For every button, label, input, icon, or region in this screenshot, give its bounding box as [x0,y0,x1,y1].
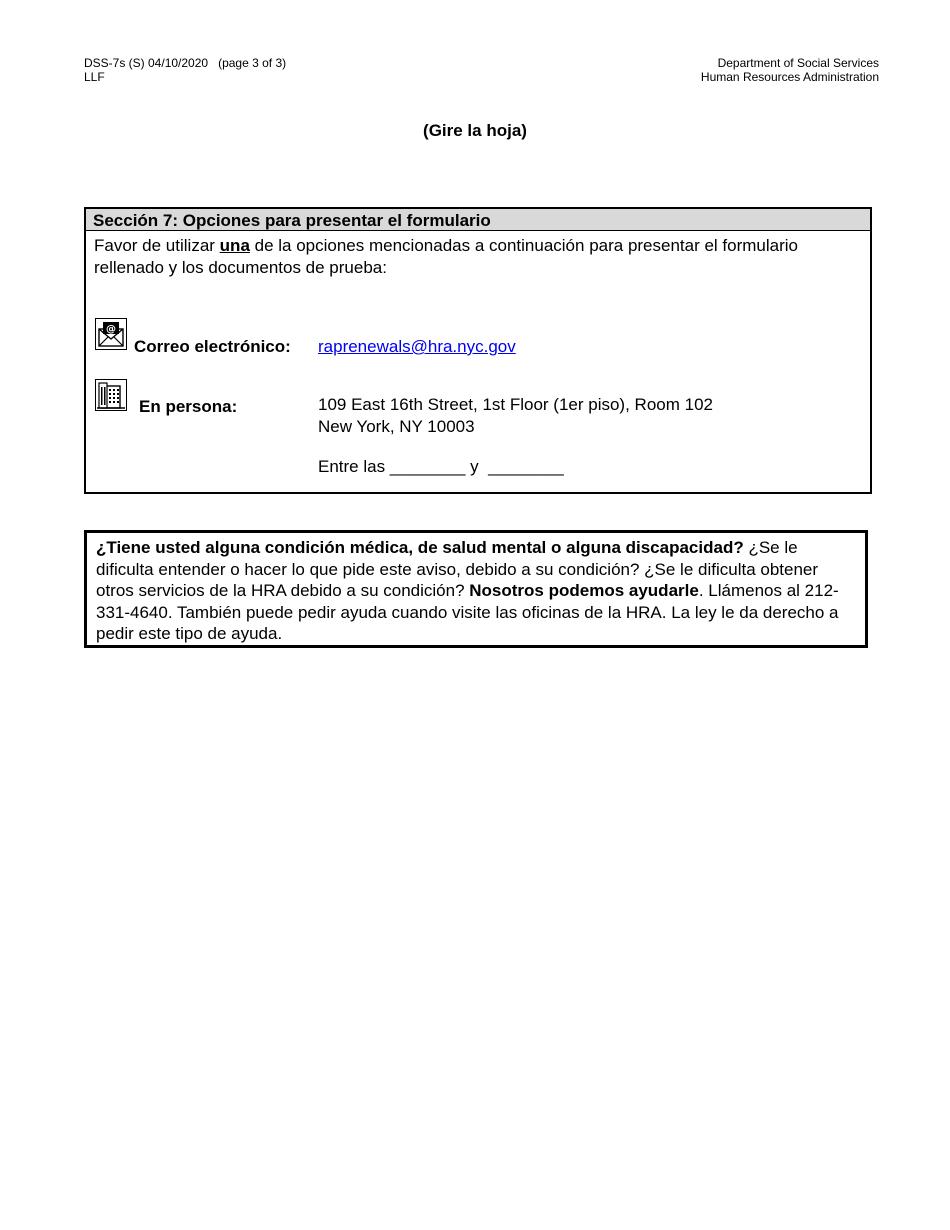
email-link[interactable]: raprenewals@hra.nyc.gov [318,337,516,356]
administration-name: Human Resources Administration [700,70,879,84]
notice-text-1: ¿Se le dificulta entender o hacer lo que pide este aviso, debido a su condición? ¿Se le dificulta obtener otros servicios de la HRA debido a su condición? [96,538,819,600]
department-name: Department of Social Services [717,56,879,70]
form-id: DSS-7s (S) 04/10/2020 (page 3 of 3) [84,56,287,70]
in-person-label: En persona: [139,397,238,416]
turn-page-note: (Gire la hoja) [423,121,527,140]
office-hours-blank: Entre las ________ y ________ [318,457,564,476]
notice-help: Nosotros podemos ayudarle [469,581,699,600]
building-icon [95,379,127,411]
section-7-title: Sección 7: Opciones para presentar el formulario [86,209,870,231]
disability-notice-box [84,530,868,648]
email-envelope-icon [95,318,127,350]
form-header-right [701,56,879,84]
email-label: Correo electrónico: [134,337,291,356]
svg-text:@: @ [106,324,116,335]
section-7-intro [94,235,869,279]
notice-text-2: . Llámenos al 212-331-4640. También puede pedir ayuda cuando visite las oficinas de la HRA. La ley le da derecho a pedir este tipo de ayuda. [96,581,839,643]
form-header-left [84,56,286,84]
intro-text-end: de la opciones mencionadas a continuación para presentar el formulario rellenado y los documentos de prueba: [94,236,799,277]
notice-question: ¿Tiene usted alguna condición médica, de salud mental o alguna discapacidad? [96,538,744,557]
address-line-1: 109 East 16th Street, 1st Floor (1er piso), Room 102 [318,395,713,414]
intro-emphasis: una [219,236,250,255]
section-7-box [84,207,872,494]
address-line-2: New York, NY 10003 [318,417,475,436]
intro-text-start: Favor de utilizar [94,236,220,255]
form-code: LLF [84,70,105,84]
